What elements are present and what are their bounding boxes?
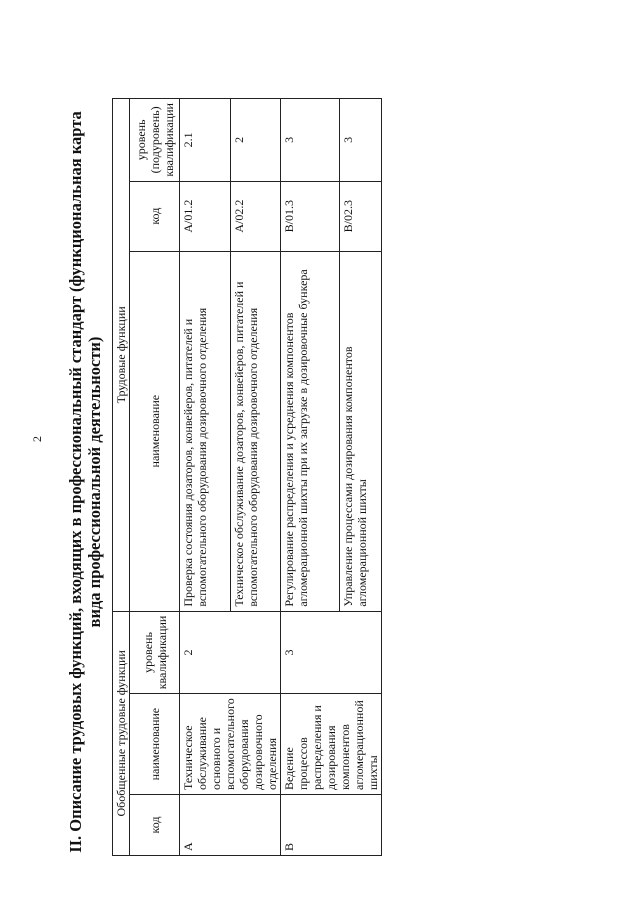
lf-code: В/01.3 bbox=[281, 181, 340, 251]
section-title: II. Описание трудовых функций, входящих в профессиональный стандарт (функциональная карта вида профессиональной деятельности) bbox=[66, 111, 104, 853]
gf-level: 2 bbox=[180, 611, 281, 694]
lf-level: 3 bbox=[340, 99, 382, 182]
lf-name: Техническое обслуживание дозаторов, конвейеров, питателей и вспомогательного оборудования дозировочного отделения bbox=[230, 251, 281, 611]
gf-code: В bbox=[281, 795, 382, 856]
header-sub-level: уровень (подуровень) квалификации bbox=[130, 99, 180, 182]
page-number: 2 bbox=[30, 436, 44, 442]
landscape-content bbox=[66, 88, 586, 868]
lf-level: 3 bbox=[281, 99, 340, 182]
header-code: код bbox=[130, 795, 180, 856]
header-name: наименование bbox=[130, 694, 180, 795]
table-row bbox=[281, 99, 340, 856]
lf-code: В/02.3 bbox=[340, 181, 382, 251]
lf-name: Проверка состояния дозаторов, конвейеров, питателей и вспомогательного оборудования дозировочного отделения bbox=[180, 251, 231, 611]
header-function-code: код bbox=[130, 181, 180, 251]
lf-name: Регулирование распределения и усреднения компонентов агломерационной шихты при их загрузке в дозировочные бункера bbox=[281, 251, 340, 611]
gf-level: 3 bbox=[281, 611, 382, 694]
gf-name: Ведение процессов распределения и дозирования компонентов агломерационной шихты bbox=[281, 694, 382, 795]
table-row bbox=[180, 99, 231, 856]
functional-map-table bbox=[112, 98, 382, 856]
gf-code: А bbox=[180, 795, 281, 856]
header-labor-functions: Трудовые функции bbox=[113, 99, 130, 612]
lf-level: 2.1 bbox=[180, 99, 231, 182]
lf-code: А/01.2 bbox=[180, 181, 231, 251]
lf-level: 2 bbox=[230, 99, 281, 182]
header-function-name: наименование bbox=[130, 251, 180, 611]
lf-name: Управление процессами дозирования компонентов агломерационной шихты bbox=[340, 251, 382, 611]
gf-name: Техническое обслуживание основного и вспомогательного оборудования дозировочного отделения bbox=[180, 694, 281, 795]
lf-code: А/02.2 bbox=[230, 181, 281, 251]
header-generalized-functions: Обобщенные трудовые функции bbox=[113, 611, 130, 855]
header-qual-level: уровень квалификации bbox=[130, 611, 180, 694]
